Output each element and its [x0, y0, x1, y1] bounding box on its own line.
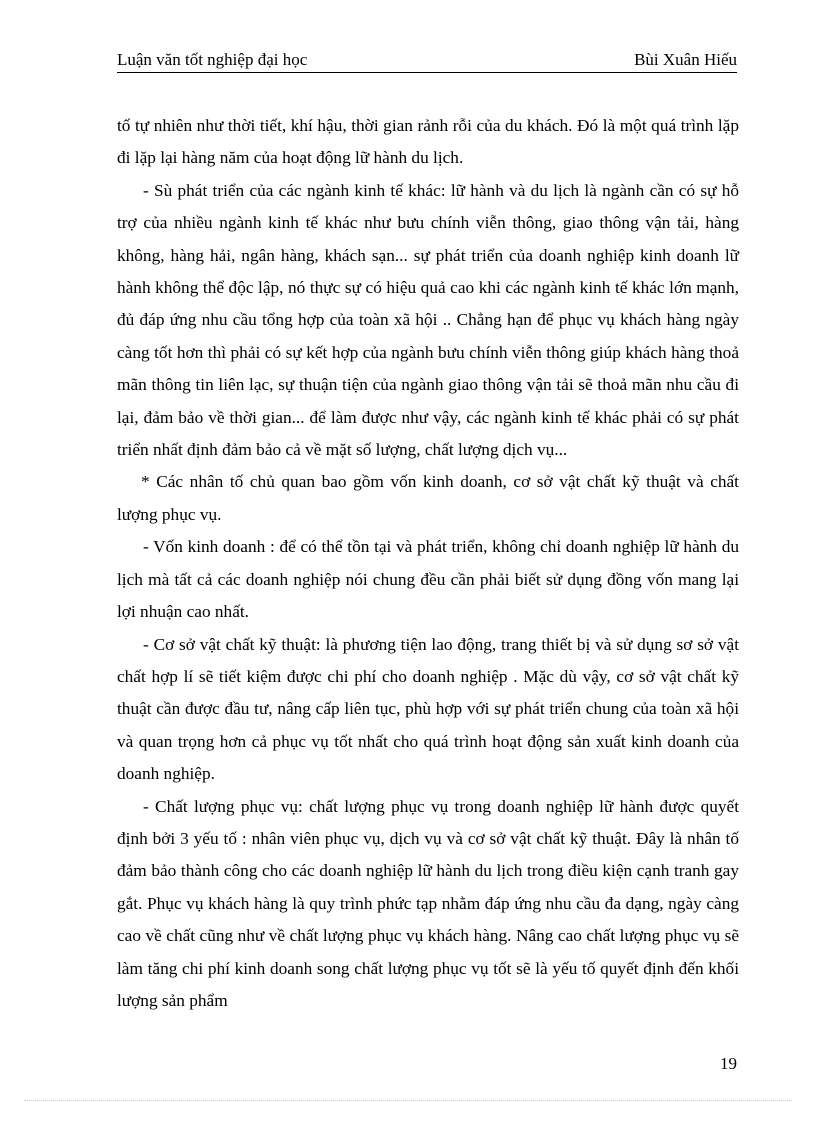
- page-bottom-divider: [24, 1100, 792, 1101]
- document-body: [117, 110, 739, 1017]
- paragraph-continuation: tố tự nhiên như thời tiết, khí hậu, thời gian rảnh rỗi của du khách. Đó là một quá trình lặp đi lặp lại hàng năm của hoạt động lữ hành du lịch.: [117, 116, 739, 168]
- paragraph-infrastructure: - Cơ sở vật chất kỹ thuật: là phương tiện lao động, trang thiết bị và sử dụng sơ sở vật chất hợp lí sẽ tiết kiệm được chi phí cho doanh nghiệp . Mặc dù vậy, cơ sở vật chất kỹ thuật cần được đầu tư, nâng cấp liên tục, phù hợp với sự phát triển chung của toàn xã hội và quan trọng hơn cả phục vụ tốt nhất cho quá trình hoạt động sản xuất kinh doanh của doanh nghiệp.: [117, 634, 739, 784]
- paragraph-subjective-factors: * Các nhân tố chủ quan bao gồm vốn kinh doanh, cơ sở vật chất kỹ thuật và chất lượng phục vụ.: [117, 472, 739, 524]
- paragraph-service-quality: - Chất lượng phục vụ: chất lượng phục vụ trong doanh nghiệp lữ hành được quyết định bởi 3 yếu tố : nhân viên phục vụ, dịch vụ và cơ sở vật chất kỹ thuật. Đây là nhân tố đảm bảo thành công cho các doanh nghiệp lữ hành du lịch trong điều kiện cạnh tranh gay gắt. Phục vụ khách hàng là quy trình phức tạp nhằm đáp ứng nhu cầu đa dạng, ngày càng cao về chất cũng như về chất lượng phục vụ khách hàng. Nâng cao chất lượng phục vụ sẽ làm tăng chi phí kinh doanh song chất lượng phục vụ tốt sẽ là yếu tố quyết định đến khối lượng sản phẩm: [117, 796, 739, 1010]
- page-number: 19: [720, 1054, 737, 1073]
- paragraph-other-industries: - Sù phát triển của các ngành kinh tế khác: lữ hành và du lịch là ngành cần có sự hỗ trợ của nhiều ngành kinh tế khác như bưu chính viễn thông, giao thông vận tải, hàng không, hàng hải, ngân hàng, khách sạn... sự phát triển của doanh nghiệp kinh doanh lữ hành không thể độc lập, nó thực sự có hiệu quả cao khi các ngành kinh tế khác lớn mạnh, đủ đáp ứng nhu cầu tổng hợp của toàn xã hội .. Chẳng hạn để phục vụ khách hàng ngày càng tốt hơn thì phải có sự kết hợp của ngành bưu chính viễn thông giúp khách hàng thoả mãn thông tin liên lạc, sự thuận tiện của ngành giao thông vận tải sẽ thoả mãn nhu cầu đi lại, đảm bảo về thời gian... để làm được như vậy, các ngành kinh tế khác phải có sự phát triển nhất định đảm bảo cả về mặt số lượng, chất lượng dịch vụ...: [117, 180, 739, 460]
- paragraph-business-capital: - Vốn kinh doanh : để có thể tồn tại và phát triển, không chỉ doanh nghiệp lữ hành du lịch mà tất cả các doanh nghiệp nói chung đều cần phải biết sử dụng đồng vốn mang lại lợi nhuận cao nhất.: [117, 537, 739, 622]
- page-header: [117, 48, 737, 73]
- header-author-name: Bùi Xuân Hiếu: [634, 50, 737, 69]
- header-thesis-title: Luận văn tốt nghiệp đại học: [117, 50, 308, 69]
